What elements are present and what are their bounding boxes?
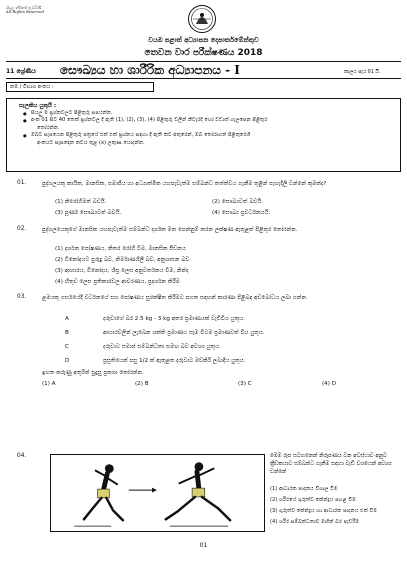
answer-option: (4) D [322,381,337,387]
subject-title: සෞඛ්‍යය හා ශාරීරික අධ්‍යාපනය - I [60,63,240,77]
answer-option: (2) විනෝදයට පුරුදු බව, නිර්මාණශීලී බව, අනුශාසන බව [55,257,190,263]
grade-label: 11 ශ්‍රේණිය [6,68,36,75]
statement-label: D [65,358,70,364]
statement-label: B [65,330,69,336]
time-allowed: කාලය පැය 01 යි. [344,70,381,75]
statement-label: A [65,316,69,322]
instructions-heading: සැලකිය යුතුයි : [19,103,57,109]
rights-line-sinhala: සියලු හිමිකම් ඇවිරිණි [6,5,41,10]
department-name: වයඹ පළාත් අධ්‍යාපන දෙපාර්තමේන්තුව [148,36,259,44]
statement-text: ප්‍රසූතියෙන් පසු 1/2 ක් ඇතුළත දරුවාට මව්කිරි ලබාදිය යුතුය. [103,358,246,364]
rights-notice [6,6,44,15]
rights-line-english: All Rights Reserved [6,9,44,15]
question-number: 04. [17,453,27,459]
exam-title: තෙවන වාර පරීක්ෂණය 2018 [144,48,263,58]
answer-option: (4) ශරීර සම්බන්ධතාව මඟින් බර පැවරීම [270,519,360,525]
answer-option: (3) පූර්ණ සෞඛ්‍යවත් බවයි. [55,210,122,216]
question-text: මෙම රූප සටහනෙන් නිරූපණය වන අවස්ථාව අනුව ක්‍රීඩකයාට සම්බන්ධ ගැනීම සඳහා වැඩි වශයෙන් අවශ්‍ය වන්නේ [270,453,392,475]
answer-option: (2) B [135,381,149,387]
answer-option: (4) සෞඛ්‍ය ප්‍රවර්ධනයයි. [212,210,271,216]
answer-option: (3) ගුරුත්ව කේන්ද්‍රය හා ආධාරක පාදනය එක් වීම [270,508,377,514]
answer-option: (4) හිතුව ලෙස ප්‍රතිකාරවල ආවරණය, ප්‍රදර්ශන කිරීම [55,279,180,285]
statement-text: ආහාරවලින් ලැබෙන ශක්ති ප්‍රමාණය සෑම විටම ප්‍රමාණවත් විය යුතුය. [103,330,265,336]
instruction-item: ● අංක 01 සිට 40 තෙක් ප්‍රශ්නවල දී ඇති (1), (2), (3), (4) පිළිතුරු වලින් නිවැරදි හෝ වඩාත් ගැලපෙන පිළිතුර [31,117,379,124]
question-number: 02. [17,226,27,232]
statement-text: දරුවාට සමාජ සම්බන්ධතා සමඟ බව අවශ්‍ය යුතුය. [103,344,221,350]
instruction-item: ● සියලු ම ප්‍රශ්නවලට පිළිතුරු සපයන්න. [31,110,379,117]
athletes-figure-icon [50,454,265,532]
statement-text: දරුවාගේ බර 2.5 kg - 3 kg අතර ප්‍රමාණයක් වැඩිවිය යුතුය. [103,316,246,322]
instruction-continuation: අංකයට සැසඳෙන කවය තුළ (x) ලකුණ යොදන්න. [37,139,145,146]
question-text: පුද්ගලයකු කායික, මානසික, සමාජීය හා අධ්‍යාත්මික යහපැවැත්ම සම්බන්ධ තත්ත්වය ගැනීම තුළින් පැහැදිලි වන්නේ කුමක්ද? [42,181,327,187]
answer-option: (2) ශරීරයේ ගුරුත්ව කේන්ද්‍රය පහළ වීම [270,497,356,503]
subject-divider [6,78,401,79]
question-text: ළමයකු ගර්භයේදී වර්ධනයේ සහ පෝෂණය සුරක්ෂිත කිරීමට පහත සඳහන් කාරණා පිළිබඳ අවබෝධය ලබා ගන්න. [42,295,308,301]
answer-option: (3) ආහාරය, විනෝදය, ශීඝ්‍ර ලෙස අනුවර්තනය වීම, නින්ද [55,268,189,274]
name-field[interactable]: නම / විභාග අංකය : [6,82,154,92]
question-number: 03. [17,294,27,300]
question-text: පුද්ගලයෙකුගේ මානසික යහපැවැත්ම සම්බන්ධ දර්ශක මත පෙන්නුම් කරන ලක්ෂණ ඇතුළත් පිළිතුර තෝරන්න. [42,227,298,233]
answer-option: (1) නිරෝගිමත් බවයි. [55,199,107,205]
answer-option: (1) ආධාරක පාදනය විශාල වීම [270,486,338,492]
instructions [19,103,379,147]
instruction-item: ● ඔබට සැපයෙන පිළිතුරු පත්‍රයේ එක් එක් ප්‍රශ්නය සඳහා දී ඇති කව අතුරෙන්, ඔබ තෝරාගත් පිළිතුරෙහි [31,132,379,139]
provincial-emblem-icon [187,4,217,34]
sub-question: ඉහත කරුණු අතුරින් සුදුසු ප්‍රකාශ තෝරන්න. [42,370,144,376]
header-divider [6,61,401,62]
answer-option: (3) C [238,381,252,387]
statement-label: C [65,344,69,350]
answer-option: (1) දර්ශක පෝෂණය, නිතර රෝගී වීම, මානසික පීඩනය [55,246,186,252]
instruction-continuation: තෝරන්න. [37,124,60,131]
page-number: 01 [199,542,208,549]
answer-option: (1) A [42,381,56,387]
answer-option: (2) සෞඛ්‍යවත් බවයි. [212,199,264,205]
question-number: 01. [17,180,27,186]
